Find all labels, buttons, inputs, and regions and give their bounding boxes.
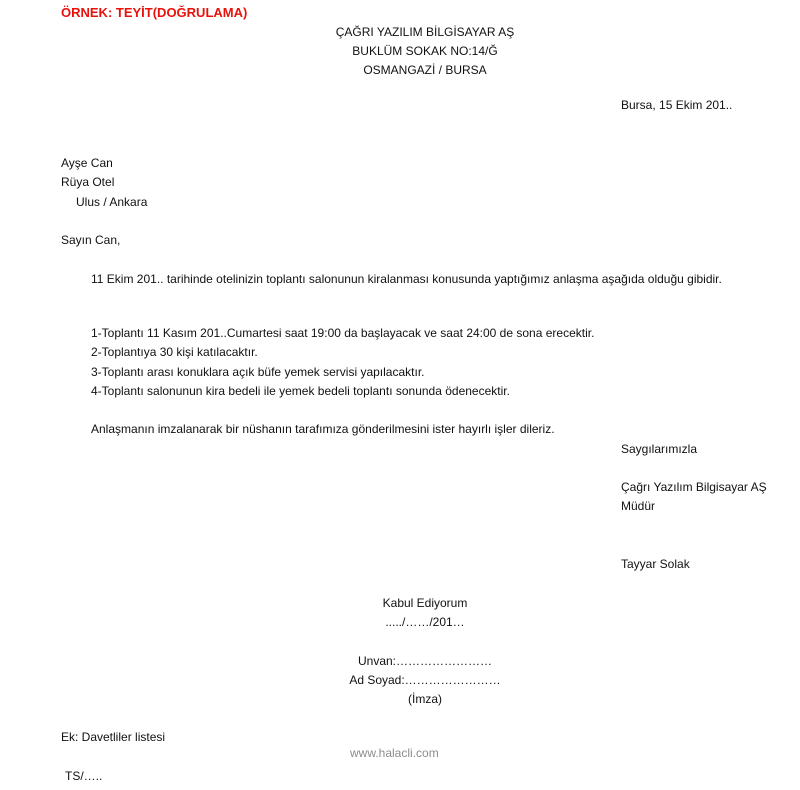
signature-name: Tayyar Solak xyxy=(621,557,690,571)
acceptance-signature-line: (İmza) xyxy=(408,692,442,706)
signature-role: Müdür xyxy=(621,499,656,513)
letter-date: Bursa, 15 Ekim 201.. xyxy=(621,98,733,112)
list-item: 2-Toplantıya 30 kişi katılacaktır. xyxy=(91,345,258,359)
intro-paragraph: 11 Ekim 201.. tarihinde otelinizin toplantı salonunun kiralanması konusunda yaptığımız anlaşma aşağıda olduğu gibidir. xyxy=(91,272,722,286)
sender-company: ÇAĞRI YAZILIM BİLGİSAYAR AŞ xyxy=(335,25,515,39)
acceptance-title-line: Unvan:…………………… xyxy=(357,654,493,668)
recipient-city: Ulus / Ankara xyxy=(76,195,148,209)
list-item: 1-Toplantı 11 Kasım 201..Cumartesi saat 19:00 da başlayacak ve saat 24:00 de sona erecektir. xyxy=(91,326,595,340)
closing: Saygılarımızla xyxy=(621,442,698,456)
title: ÖRNEK: TEYİT(DOĞRULAMA) xyxy=(61,5,248,20)
list-item: 4-Toplantı salonunun kira bedeli ile yemek bedeli toplantı sonunda ödenecektir. xyxy=(91,384,510,398)
signature-company: Çağrı Yazılım Bilgisayar AŞ xyxy=(621,480,767,494)
request-paragraph: Anlaşmanın imzalanarak bir nüshanın tarafımıza gönderilmesini ister hayırlı işler dileriz. xyxy=(91,422,555,436)
sender-street: BUKLÜM SOKAK NO:14/Ğ xyxy=(352,44,498,58)
recipient-hotel: Rüya Otel xyxy=(61,175,115,189)
salutation: Sayın Can, xyxy=(61,233,121,247)
watermark: www.halacli.com xyxy=(350,746,439,760)
recipient-name: Ayşe Can xyxy=(61,156,113,170)
list-item: 3-Toplantı arası konuklara açık büfe yemek servisi yapılacaktır. xyxy=(91,365,425,379)
acceptance-date: ...../……/201… xyxy=(385,615,465,629)
attachment-note: Ek: Davetliler listesi xyxy=(61,730,166,744)
acceptance-heading: Kabul Ediyorum xyxy=(382,596,468,610)
sender-city: OSMANGAZİ / BURSA xyxy=(363,63,487,77)
footer-reference: TS/….. xyxy=(65,769,103,783)
acceptance-name-line: Ad Soyad:…………………… xyxy=(349,673,501,687)
